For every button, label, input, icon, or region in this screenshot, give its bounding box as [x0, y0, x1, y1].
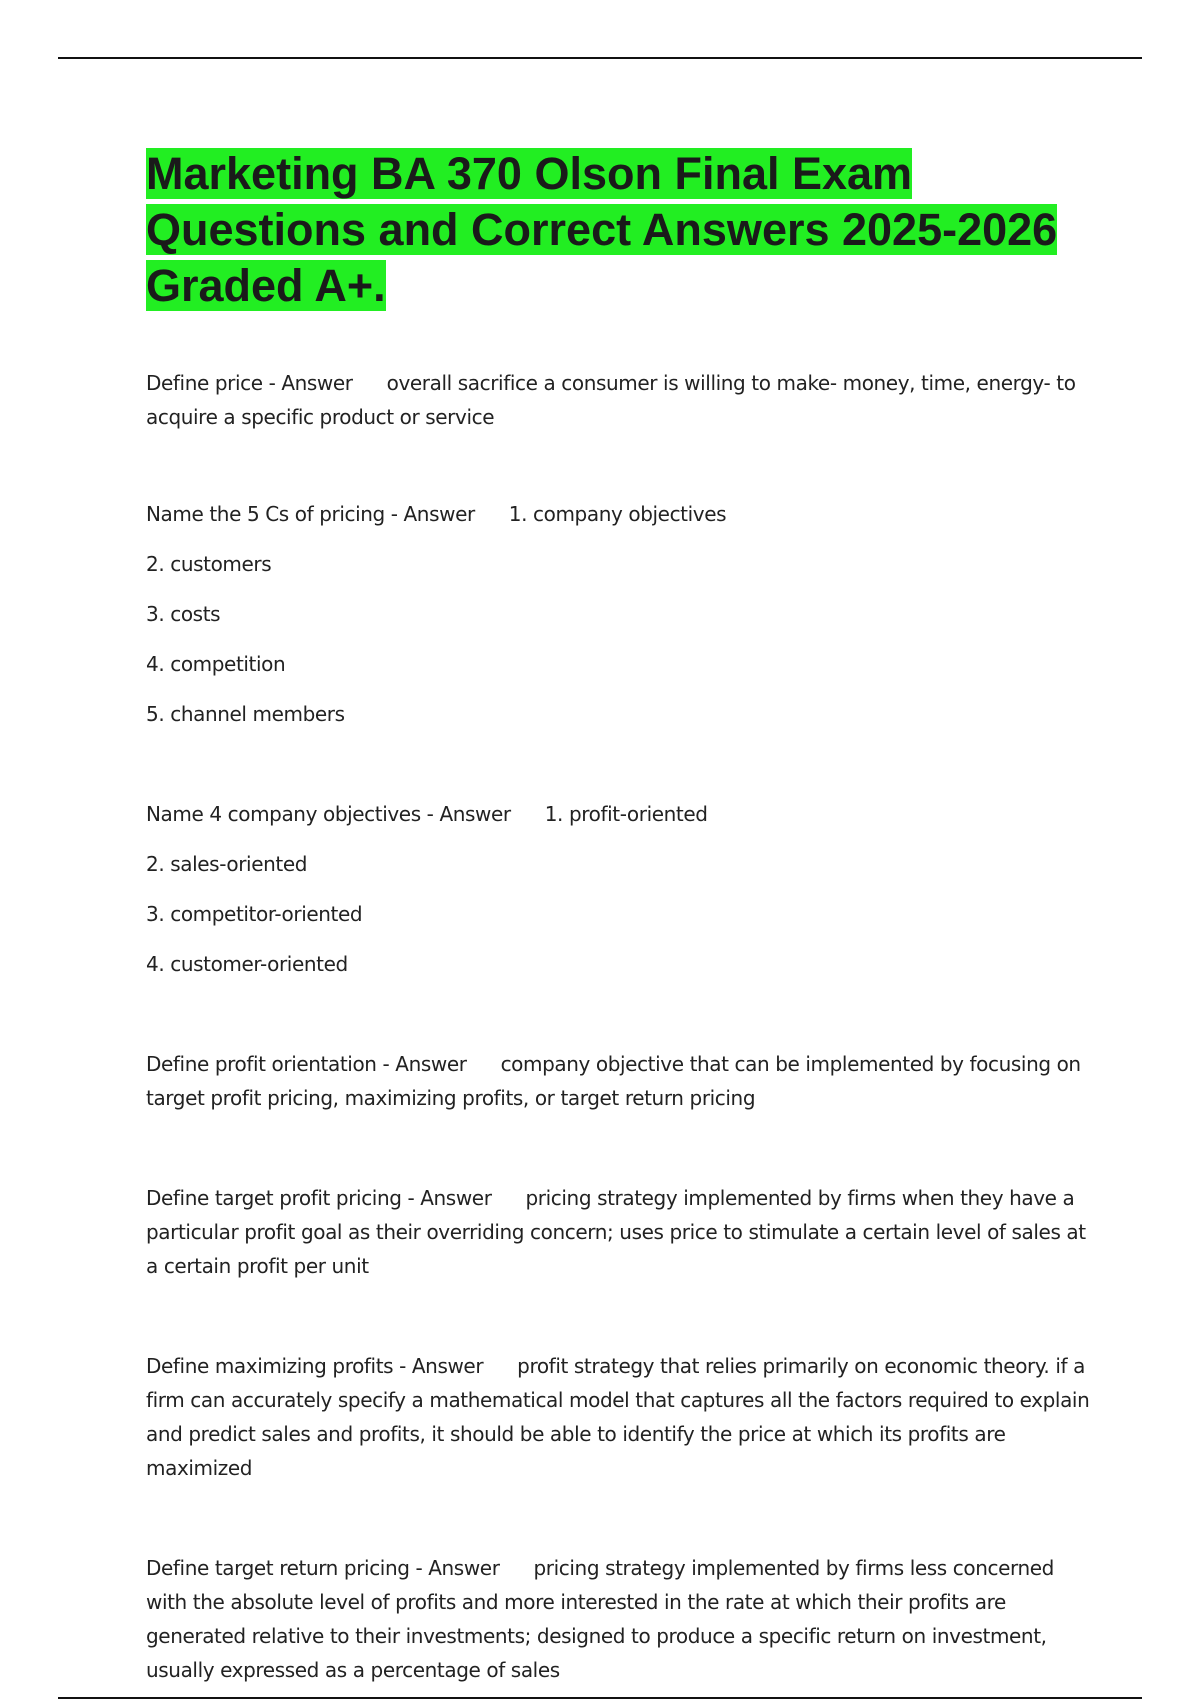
list-item: 3. costs	[146, 602, 221, 626]
question-text: Define maximizing profits - Answer	[146, 1354, 484, 1378]
qa-item-target-profit-pricing	[146, 1181, 1096, 1283]
list-item: 5. channel members	[146, 702, 345, 726]
qa-item-maximizing-profits	[146, 1349, 1096, 1485]
list-item: 4. competition	[146, 652, 286, 676]
question-text: Define profit orientation - Answer	[146, 1052, 467, 1076]
qa-item-target-return-pricing	[146, 1551, 1096, 1687]
qa-item-5cs	[146, 497, 1096, 731]
question-text: Define target return pricing - Answer	[146, 1556, 500, 1580]
qa-item-profit-orientation	[146, 1047, 1096, 1115]
qa-line	[146, 1047, 1096, 1115]
answer-text: company objective that can be implemented by focusing on target profit pricing, maximizing profits, or target return pricing	[146, 1052, 1081, 1110]
answer-text: pricing strategy implemented by firms when they have a particular profit goal as their overriding concern; uses price to stimulate a certain level of sales at a certain profit per unit	[146, 1186, 1086, 1278]
question-text: Name 4 company objectives - Answer	[146, 802, 511, 826]
qa-line	[146, 797, 1096, 831]
answer-text: pricing strategy implemented by firms less concerned with the absolute level of profits and more interested in the rate at which their profits are generated relative to their investments; designed to produce a specific return on investment, usually expressed as a percentage of sales	[146, 1556, 1054, 1682]
document-title	[146, 146, 1096, 314]
answer-text: profit strategy that relies primarily on economic theory. if a firm can accurately specify a mathematical model that captures all the factors required to explain and predict sales and profits, it should be able to identify the price at which its profits are maximized	[146, 1354, 1090, 1480]
list-item: 3. competitor-oriented	[146, 902, 363, 926]
list-item: 4. customer-oriented	[146, 952, 348, 976]
qa-line	[146, 1551, 1096, 1687]
question-text: Define price - Answer	[146, 371, 353, 395]
question-text: Name the 5 Cs of pricing - Answer	[146, 502, 475, 526]
answer-text: 1. company objectives	[508, 502, 727, 526]
list-item: 2. customers	[146, 552, 272, 576]
document-body	[146, 146, 1096, 1687]
question-text: Define target profit pricing - Answer	[146, 1186, 492, 1210]
qa-item-price	[146, 366, 1096, 434]
qa-line	[146, 1349, 1096, 1485]
qa-line	[146, 366, 1096, 434]
answer-text: overall sacrifice a consumer is willing to make- money, time, energy- to acquire a specific product or service	[146, 371, 1076, 429]
qa-line	[146, 497, 1096, 531]
answer-text: 1. profit-oriented	[544, 802, 708, 826]
qa-line	[146, 1181, 1096, 1283]
top-rule	[58, 57, 1142, 59]
bottom-rule	[58, 1697, 1142, 1699]
list-item: 2. sales-oriented	[146, 852, 308, 876]
title-highlight: Marketing BA 370 Olson Final Exam Questions and Correct Answers 2025-2026 Graded A+.	[146, 148, 1058, 311]
qa-item-company-objectives	[146, 797, 1096, 981]
